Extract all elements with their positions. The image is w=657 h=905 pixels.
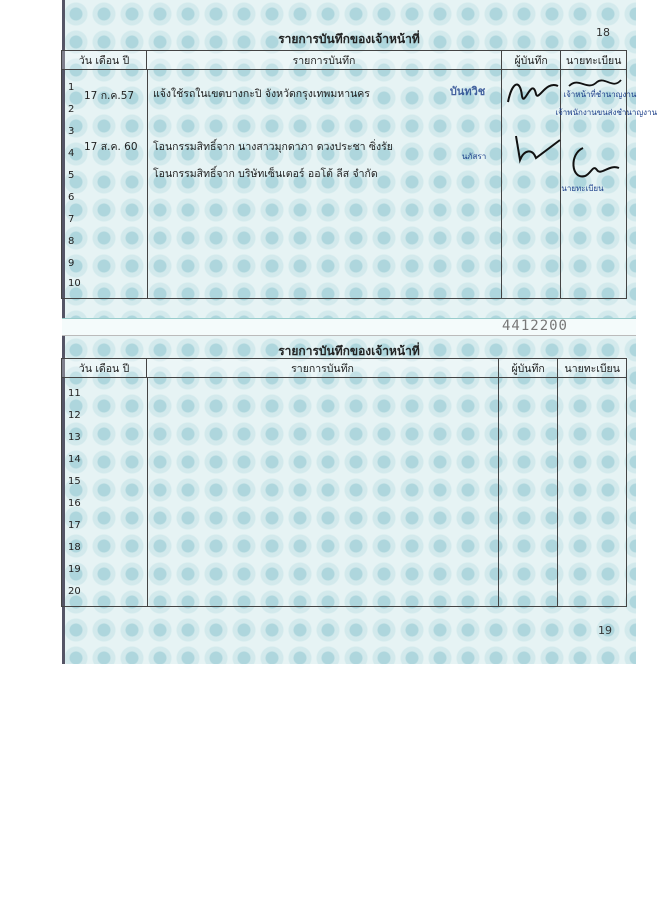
line-number: 16 <box>68 498 81 509</box>
official-stamp: บันทวิช <box>449 85 486 98</box>
entry-text: แจ้งใช้รถในเขตบางกะปิ จังหวัดกรุงเทพมหานคร <box>153 88 370 100</box>
registrar-cell <box>555 70 657 299</box>
serial-number: 4412200 <box>501 318 568 334</box>
registration-page-18 <box>66 0 657 322</box>
registrar-signature-2 <box>565 140 621 184</box>
officer-name-stamp: นภัสรา <box>461 152 487 161</box>
column-header-date: วัน เดือน ปี <box>62 51 147 70</box>
column-header-date: วัน เดือน ปี <box>62 359 147 378</box>
line-number: 10 <box>68 278 81 289</box>
line-number: 14 <box>68 454 81 465</box>
record-body <box>62 378 499 607</box>
page-number: 19 <box>598 624 612 637</box>
line-number: 5 <box>68 170 75 181</box>
entry-text: โอนกรรมสิทธิ์จาก นางสาวมุกดาภา ดวงประชา ซิ่งรัย <box>153 141 393 153</box>
line-number: 9 <box>68 258 75 269</box>
record-table <box>61 358 627 607</box>
column-header-record: รายการบันทึก <box>147 51 502 70</box>
registrar-cell <box>558 378 627 607</box>
record-body <box>62 70 502 299</box>
line-number: 4 <box>68 148 75 159</box>
line-number: 8 <box>68 236 75 247</box>
registration-page-19 <box>66 332 632 662</box>
page-title: รายการบันทึกของเจ้าหน้าที่ <box>278 32 420 46</box>
recorder-cell <box>498 378 558 607</box>
recorder-cell <box>449 70 561 299</box>
line-number: 20 <box>68 586 81 597</box>
line-number: 18 <box>68 542 81 553</box>
registrar-title-stamp: เจ้าพนักงานขนส่งชำนาญงาน <box>555 108 657 117</box>
column-header-recorder: ผู้บันทึก <box>501 51 561 70</box>
recorder-signature-1 <box>502 72 562 116</box>
page-title: รายการบันทึกของเจ้าหน้าที่ <box>278 344 420 358</box>
column-header-recorder: ผู้บันทึก <box>498 359 558 378</box>
registrar-signature-1 <box>567 72 623 96</box>
recorder-signature-2 <box>502 130 562 170</box>
line-number: 19 <box>68 564 81 575</box>
line-number: 17 <box>68 520 81 531</box>
line-number: 15 <box>68 476 81 487</box>
line-number: 1 <box>68 82 75 93</box>
line-number: 6 <box>68 192 75 203</box>
line-number: 12 <box>68 410 81 421</box>
entry-date: 17 ส.ค. 60 <box>84 141 138 153</box>
line-number: 2 <box>68 104 75 115</box>
entry-date: 17 ก.ค.57 <box>84 90 135 102</box>
line-number: 11 <box>68 388 81 399</box>
page-number: 18 <box>596 26 610 39</box>
column-header-record: รายการบันทึก <box>147 359 499 378</box>
line-number: 7 <box>68 214 75 225</box>
record-table <box>61 50 657 299</box>
column-header-registrar: นายทะเบียน <box>558 359 627 378</box>
line-number: 3 <box>68 126 75 137</box>
registrar-stamp: เจ้าหน้าที่ชำนาญงาน <box>563 90 637 99</box>
entry-text: โอนกรรมสิทธิ์จาก บริษัทเซ็นเตอร์ ออโต้ ลีส จำกัด <box>153 168 378 180</box>
line-number: 13 <box>68 432 81 443</box>
column-header-registrar: นายทะเบียน <box>561 51 627 70</box>
registrar-name-stamp: นายทะเบียน <box>561 184 604 193</box>
